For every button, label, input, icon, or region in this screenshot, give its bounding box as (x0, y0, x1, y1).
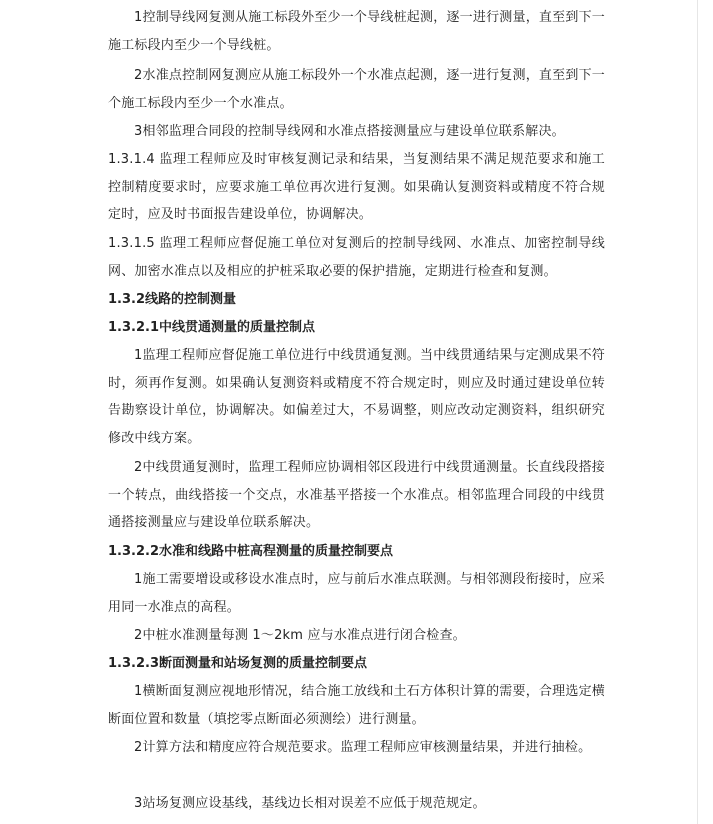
paragraph: 2计算方法和精度应符合规范要求。监理工程师应审核测量结果，并进行抽检。 (134, 740, 592, 755)
subsection-heading: 1.3.2.1中线贯通测量的质量控制点 (108, 320, 315, 335)
page-edge-divider (697, 0, 698, 824)
paragraph: 1施工需要增设或移设水准点时，应与前后水准点联测。与相邻测段衔接时，应采用同一水准点的高程。 (108, 572, 605, 615)
paragraph: 2水准点控制网复测应从施工标段外一个水准点起测，逐一进行复测，直至到下一个施工标段内至少一个水准点。 (108, 68, 605, 111)
paragraph: 3相邻监理合同段的控制导线网和水准点搭接测量应与建设单位联系解决。 (134, 124, 565, 139)
paragraph: 3站场复测应设基线，基线边长相对误差不应低于规范规定。 (134, 796, 486, 811)
subsection-heading: 1.3.2.3断面测量和站场复测的质量控制要点 (108, 656, 367, 671)
paragraph: 2中线贯通复测时，监理工程师应协调相邻区段进行中线贯通测量。长直线段搭接一个转点，曲线搭接一个交点，水准基平搭接一个水准点。相邻监理合同段的中线贯通搭接测量应与建设单位联系解决。 (108, 460, 605, 530)
paragraph: 1横断面复测应视地形情况，结合施工放线和土石方体积计算的需要，合理选定横断面位置和数量（填挖零点断面必须测绘）进行测量。 (108, 684, 605, 727)
subsection-heading: 1.3.2.2水准和线路中桩高程测量的质量控制要点 (108, 544, 393, 559)
paragraph: 1控制导线网复测从施工标段外至少一个导线桩起测，逐一进行测量，直至到下一施工标段内至少一个导线桩。 (108, 10, 605, 53)
section-heading: 1.3.2线路的控制测量 (108, 292, 237, 307)
paragraph: 1.3.1.4 监理工程师应及时审核复测记录和结果，当复测结果不满足规范要求和施工控制精度要求时，应要求施工单位再次进行复测。如果确认复测资料或精度不符合规定时，应及时书面报告建设单位，协调解决。 (108, 152, 605, 222)
paragraph: 1.3.1.5 监理工程师应督促施工单位对复测后的控制导线网、水准点、加密控制导线网、加密水准点以及相应的护桩采取必要的保护措施，定期进行检查和复测。 (108, 236, 605, 279)
paragraph: 1监理工程师应督促施工单位进行中线贯通复测。当中线贯通结果与定测成果不符时，须再作复测。如果确认复测资料或精度不符合规定时，则应及时通过建设单位转告勘察设计单位，协调解决。如偏差过大，不易调整，则应改动定测资料，组织研究修改中线方案。 (108, 348, 605, 446)
paragraph: 2中桩水准测量每测 1～2km 应与水准点进行闭合检查。 (134, 628, 466, 643)
